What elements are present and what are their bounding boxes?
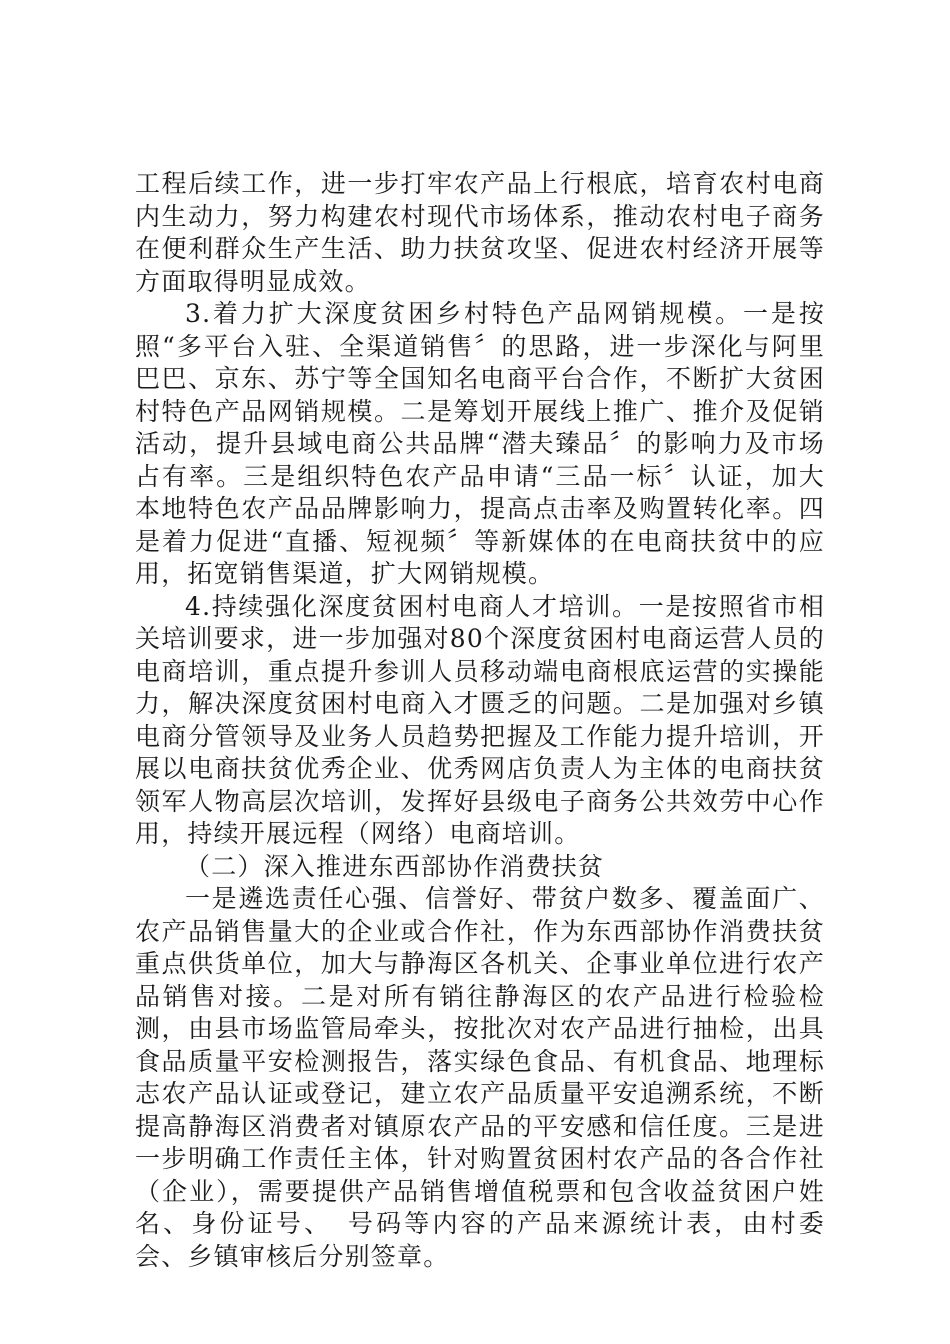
document-body <box>135 168 825 1273</box>
paragraph-item-4: 4.持续强化深度贫困村电商人才培训。一是按照省市相关培训要求，进一步加强对80个深度贫困村电商运营人员的电商培训，重点提升参训人员移动端电商根底运营的实操能力，解决深度贫困村电商入才匮乏的问题。二是加强对乡镇电商分管领导及业务人员趋势把握及工作能力提升培训，开展以电商扶贫优秀企业、优秀网店负责人为主体的电商扶贫领军人物高层次培训，发挥好县级电子商务公共效劳中心作用，持续开展远程（网络）电商培训。 <box>135 591 825 848</box>
paragraph-item-3: 3.着力扩大深度贫困乡村特色产品网销规模。一是按照“多平台入驻、全渠道销售〞的思路，进一步深化与阿里巴巴、京东、苏宁等全国知名电商平台合作，不断扩大贫困村特色产品网销规模。二是筹划开展线上推广、推介及促销活动，提升县域电商公共品牌“潜夫臻品〞的影响力及市场占有率。三是组织特色农产品申请“三品一标〞认证，加大本地特色农产品品牌影响力，提高点击率及购置转化率。四是着力促进“直播、短视频〞等新媒体的在电商扶贫中的应用，拓宽销售渠道，扩大网销规模。 <box>135 299 825 588</box>
section-heading: （二）深入推进东西部协作消费扶贫 <box>185 851 605 881</box>
paragraph-continuation: 工程后续工作，进一步打牢农产品上行根底，培育农村电商内生动力，努力构建农村现代市场体系，推动农村电子商务在便利群众生产生活、助力扶贫攻坚、促进农村经济开展等方面取得明显成效。 <box>135 169 825 296</box>
paragraph-section-2-body: 一是遴选责任心强、信誉好、带贫户数多、覆盖面广、农产品销售量大的企业或合作社，作为东西部协作消费扶贫重点供货单位，加大与静海区各机关、企事业单位进行农产品销售对接。二是对所有销往静海区的农产品进行检验检测，由县市场监管局牵头，按批次对农产品进行抽检，出具食品质量平安检测报告，落实绿色食品、有机食品、地理标志农产品认证或登记，建立农产品质量平安追溯系统，不断提高静海区消费者对镇原农产品的平安感和信任度。三是进一步明确工作责任主体，针对购置贫困村农产品的各合作社（企业），需要提供产品销售增值税票和包含收益贫困户姓名、身份证号、 号码等内容的产品来源统计表，由村委会、乡镇审核后分别签章。 <box>135 884 825 1271</box>
